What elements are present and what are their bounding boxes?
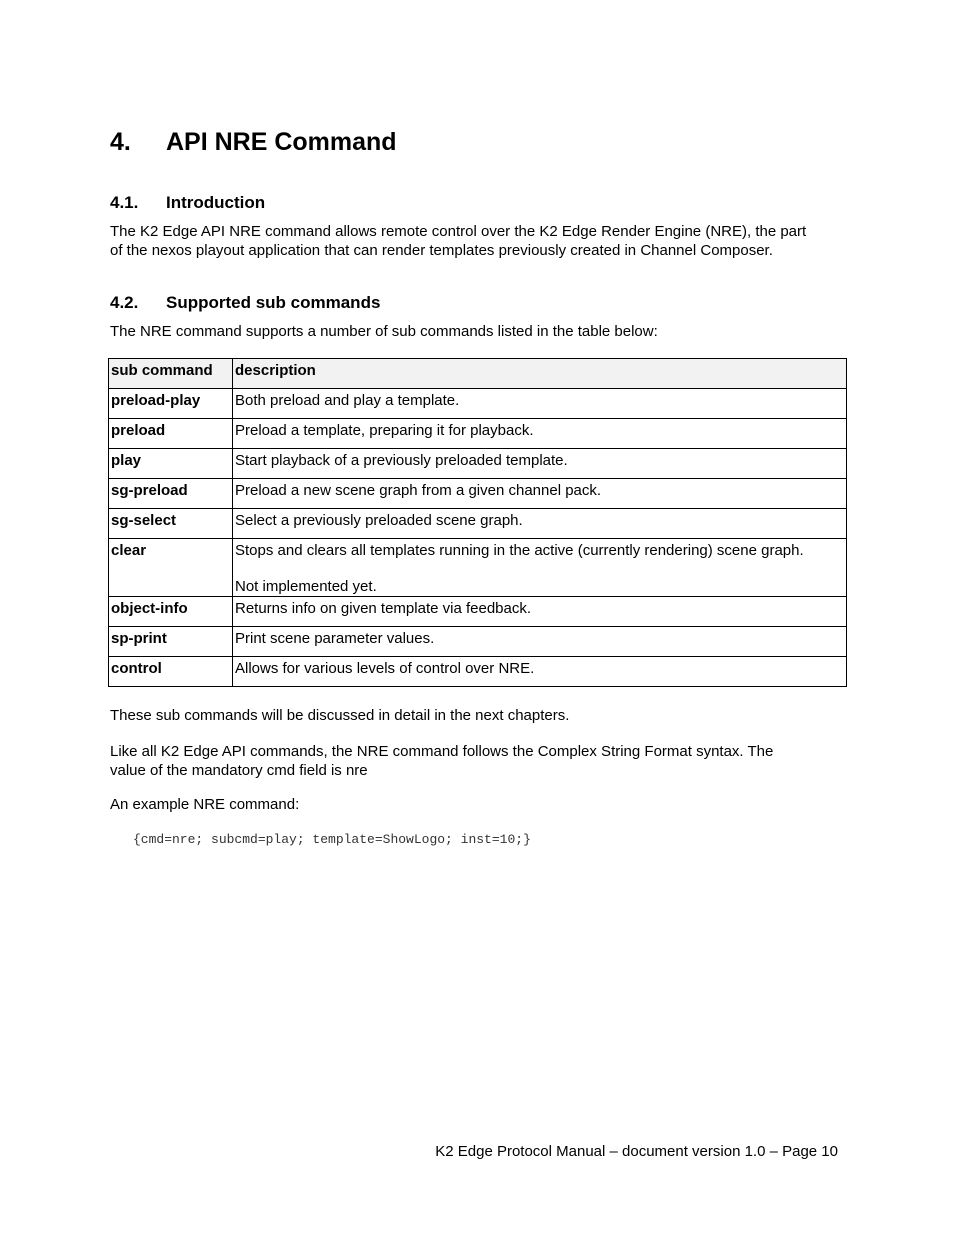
sub-command-description: [233, 539, 847, 597]
supported-heading: [110, 293, 380, 313]
table-header-row: [109, 359, 847, 389]
syntax-line: value of the mandatory cmd field is nre: [110, 762, 368, 779]
supported-lead-paragraph: [110, 322, 850, 341]
description-spacer: [235, 560, 844, 577]
sub-command-description: Start playback of a previously preloaded template.: [233, 449, 847, 479]
introduction-number: 4.1.: [110, 193, 139, 212]
supported-lead-text: The NRE command supports a number of sub commands listed in the table below:: [110, 323, 658, 340]
sub-command-note: Not implemented yet.: [235, 578, 377, 595]
table-row: [109, 627, 847, 657]
column-header-description: description: [233, 359, 847, 389]
sub-command-description-text: Stops and clears all templates running in the active (currently rendering) scene graph.: [235, 542, 804, 559]
page-footer: K2 Edge Protocol Manual – document version 1.0 – Page 10: [435, 1143, 838, 1160]
sub-command-name: preload-play: [109, 389, 233, 419]
table-row: [109, 389, 847, 419]
sub-command-description: Select a previously preloaded scene graph.: [233, 509, 847, 539]
column-header-sub-command: sub command: [109, 359, 233, 389]
sub-command-name: sg-preload: [109, 479, 233, 509]
example-label: An example NRE command:: [110, 796, 300, 813]
introduction-paragraph: [110, 222, 850, 260]
after-table-text: These sub commands will be discussed in detail in the next chapters.: [110, 707, 570, 724]
supported-number: 4.2.: [110, 293, 139, 312]
sub-command-description: Allows for various levels of control over NRE.: [233, 657, 847, 687]
introduction-title: Introduction: [166, 193, 266, 212]
example-label-paragraph: [110, 795, 850, 814]
section-number: 4.: [110, 128, 131, 156]
section-heading: [110, 128, 397, 157]
table-row: [109, 449, 847, 479]
table-row: [109, 539, 847, 597]
sub-command-name: play: [109, 449, 233, 479]
table-row: [109, 419, 847, 449]
table-row: [109, 509, 847, 539]
syntax-paragraph: [110, 742, 850, 780]
after-table-paragraph: [110, 706, 850, 725]
sub-command-name: control: [109, 657, 233, 687]
syntax-line: Like all K2 Edge API commands, the NRE command follows the Complex String Format syntax. The: [110, 743, 774, 760]
sub-command-name: sp-print: [109, 627, 233, 657]
example-code: {cmd=nre; subcmd=play; template=ShowLogo; inst=10;}: [133, 832, 531, 847]
sub-commands-table: [108, 358, 847, 687]
introduction-heading: [110, 193, 265, 213]
table-row: [109, 657, 847, 687]
table-row: [109, 479, 847, 509]
introduction-line: of the nexos playout application that can render templates previously created in Channel Composer.: [110, 242, 773, 259]
sub-command-name: preload: [109, 419, 233, 449]
section-title: API NRE Command: [166, 128, 397, 156]
table-row: [109, 597, 847, 627]
sub-command-description: Both preload and play a template.: [233, 389, 847, 419]
sub-command-description: Preload a template, preparing it for playback.: [233, 419, 847, 449]
supported-title: Supported sub commands: [166, 293, 381, 312]
sub-command-name: object-info: [109, 597, 233, 627]
sub-command-description: Print scene parameter values.: [233, 627, 847, 657]
sub-command-name: clear: [109, 539, 233, 597]
sub-command-description: Preload a new scene graph from a given channel pack.: [233, 479, 847, 509]
sub-command-name: sg-select: [109, 509, 233, 539]
sub-command-description: Returns info on given template via feedback.: [233, 597, 847, 627]
introduction-line: The K2 Edge API NRE command allows remote control over the K2 Edge Render Engine (NRE), the part: [110, 223, 807, 240]
